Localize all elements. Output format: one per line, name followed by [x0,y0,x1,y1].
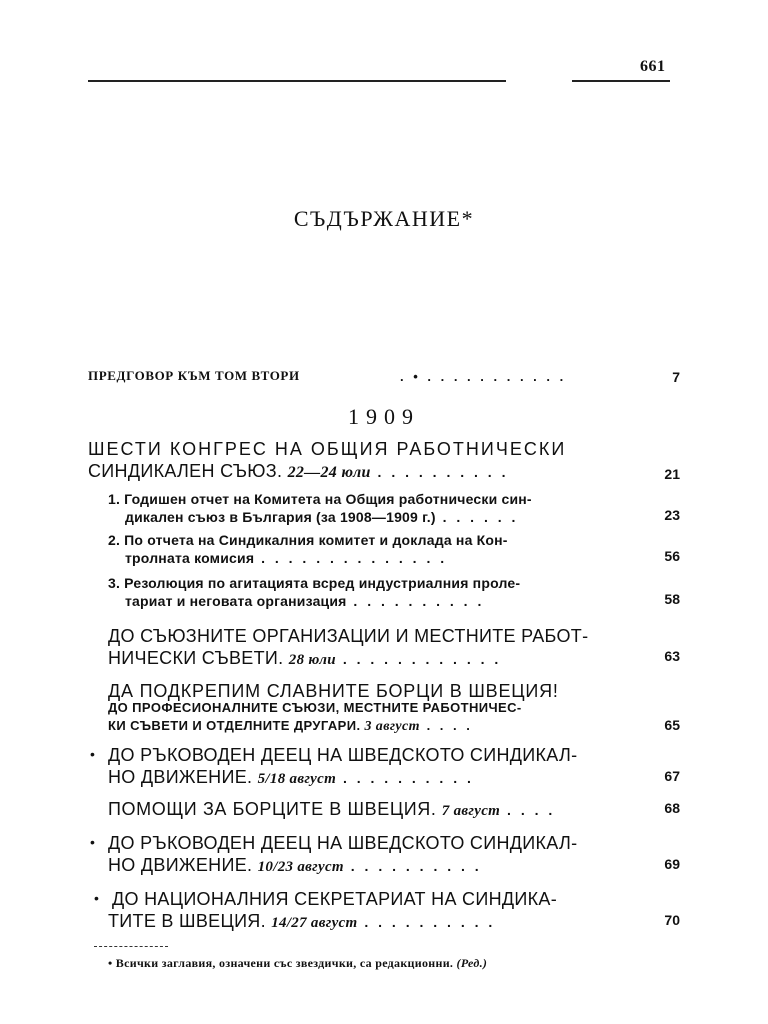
subitem-2-line2: тролната комисия [125,550,255,566]
subitem-2-line1: По отчета на Синдикалния комитет и доклада на Кон- [124,532,508,548]
toc-subitem-2-page: 56 [664,548,680,564]
toc-entry-2-cont [108,717,473,736]
subitem-3-line2: тариат и неговата организация [125,593,347,609]
subitem-3-line1: Резолюция по агитацията всред индустриалния проле- [124,575,521,591]
toc-subitem-2[interactable] [108,530,508,550]
toc-congress-line2[interactable] [88,460,508,484]
toc-entry-6-cont [108,910,495,934]
toc-intro-dots: . • . . . . . . . . . . . [400,369,567,384]
entry-2-dots: . . . . [419,718,473,733]
entry-3-line1: ДО РЪКОВОДЕН ДЕЕЦ НА ШВЕДСКОТО СИНДИКАЛ- [108,745,578,765]
entry-3-line2: НО ДВИЖЕНИЕ. [108,767,253,787]
entry-4-line1: ПОМОЩИ ЗА БОРЦИТЕ В ШВЕЦИЯ. [108,799,437,819]
entry-6-star-icon: • [94,890,99,906]
toc-entry-6-page: 70 [664,912,680,928]
footnote-text: • Всички заглавия, означени със звездички, са редакционни. [108,956,454,970]
subitem-3-num: 3. [108,575,121,591]
entry-1-line1: ДО СЪЮЗНИТЕ ОРГАНИЗАЦИИ И МЕСТНИТЕ РАБОТ- [108,626,589,646]
toc-entry-5-page: 69 [664,856,680,872]
subitem-1-dots: . . . . . . [435,509,519,525]
subitem-1-num: 1. [108,491,121,507]
toc-subitem-3-cont [125,591,484,611]
entry-2-date: 3 август [364,719,420,734]
header-rule-right [572,80,670,82]
entry-1-date: 28 юли [288,652,336,668]
toc-intro-page: 7 [672,369,680,385]
congress-date: 22—24 юли [287,464,371,481]
footnote-rule [94,946,168,947]
toc-subitem-1-cont [125,507,518,527]
entry-5-line1: ДО РЪКОВОДЕН ДЕЕЦ НА ШВЕДСКОТО СИНДИКАЛ- [108,833,578,853]
contents-title: СЪДЪРЖАНИЕ* [293,206,475,231]
toc-entry-1[interactable] [108,625,588,647]
subitem-1-line1: Годишен отчет на Комитета на Общия работнически син- [124,491,532,507]
subitem-1-line2: дикален съюз в България (за 1908—1909 г.) [125,509,436,525]
entry-5-star-icon: • [90,834,95,850]
toc-subitem-3[interactable] [108,573,520,593]
entry-4-date: 7 август [441,803,501,819]
entry-1-dots: . . . . . . . . . . . . [335,651,502,667]
toc-congress-page: 21 [664,466,680,482]
toc-subitem-3-page: 58 [664,591,680,607]
entry-5-date: 10/23 август [257,859,344,875]
toc-intro-label[interactable]: ПРЕДГОВОР КЪМ ТОМ ВТОРИ [88,368,300,383]
toc-entry-6[interactable] [112,888,557,910]
congress-title-line2: СИНДИКАЛЕН СЪЮЗ. [88,461,283,481]
toc-entry-1-page: 63 [664,648,680,664]
toc-entry-4-page: 68 [664,800,680,816]
subitem-2-dots: . . . . . . . . . . . . . . [254,550,448,566]
toc-entry-3-page: 67 [664,768,680,784]
entry-1-line2: НИЧЕСКИ СЪВЕТИ. [108,648,284,668]
entry-6-line2: ТИТЕ В ШВЕЦИЯ. [108,911,266,931]
toc-subitem-1-page: 23 [664,507,680,523]
entry-3-date: 5/18 август [257,771,337,787]
toc-entry-3[interactable] [108,744,577,766]
entry-4-dots: . . . . [500,802,556,818]
entry-2-line3: КИ СЪВЕТИ И ОТДЕЛНИТЕ ДРУГАРИ. [108,718,361,733]
entry-3-star-icon: • [90,746,95,762]
entry-2-line2: ДО ПРОФЕСИОНАЛНИТЕ СЪЮЗИ, МЕСТНИТЕ РАБОТНИЧЕС- [108,700,522,715]
congress-title-line1: ШЕСТИ КОНГРЕС НА ОБЩИЯ РАБОТНИЧЕСКИ [88,439,567,459]
entry-3-dots: . . . . . . . . . . [336,770,474,786]
header-rule-left [88,80,506,82]
page-number: 661 [640,58,666,75]
subitem-3-dots: . . . . . . . . . . [346,593,485,609]
toc-subitem-1[interactable] [108,489,532,509]
toc-entry-5[interactable] [108,832,577,854]
year-heading: 1909 [348,404,420,429]
toc-entry-4[interactable] [108,798,555,822]
toc-entry-5-cont [108,854,482,878]
entry-2-line1: ДА ПОДКРЕПИМ СЛАВНИТЕ БОРЦИ В ШВЕЦИЯ! [108,681,559,701]
toc-entry-2-page: 65 [664,717,680,733]
entry-5-line2: НО ДВИЖЕНИЕ. [108,855,253,875]
subitem-2-num: 2. [108,532,121,548]
congress-dots: . . . . . . . . . . [370,464,509,480]
entry-6-date: 14/27 август [271,915,358,931]
toc-subitem-2-cont [125,548,447,568]
toc-entry-1-cont [108,647,501,671]
footnote [108,956,487,971]
toc-congress-line1[interactable] [88,438,566,460]
footnote-mark: (Ред.) [456,956,488,970]
entry-5-dots: . . . . . . . . . . [343,858,482,874]
entry-6-dots: . . . . . . . . . . [357,914,496,930]
entry-6-line1: ДО НАЦИОНАЛНИЯ СЕКРЕТАРИАТ НА СИНДИКА- [112,889,557,909]
toc-entry-3-cont [108,766,474,790]
